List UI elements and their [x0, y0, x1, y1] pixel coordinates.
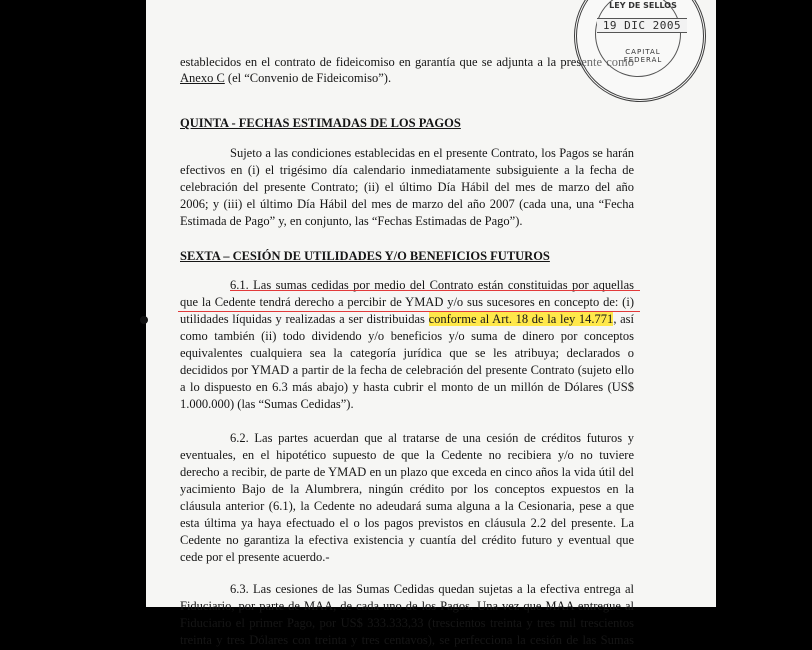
clause-6-2-line: esta última ya haya efectuado el o los pagos previstos en cláusula 2.2 del presente. La	[180, 516, 634, 530]
clause-6-1-line: que la Cedente tendrá derecho a percibir de YMAD y/o sus sucesores en concepto de: (i)	[180, 295, 634, 309]
intro-line-2-rest: (el “Convenio de Fideicomiso”).	[224, 71, 392, 85]
clause-6-2-line: cláusula anterior (6.1), la Cedente no adeudará suma alguna a la Cesionaria, pese a que	[180, 499, 634, 513]
quinta-line: efectivos en (i) el trigésimo día calendario inmediatamente subsiguiente a la fecha de	[180, 163, 634, 177]
clause-6-2-line: cede por el presente acuerdo.-	[180, 550, 330, 564]
quinta-line: Estimada de Pago” y, en conjunto, las “Fechas Estimadas de Pago”).	[180, 214, 523, 228]
quinta-line: 2006; y (iii) el último Día Hábil del mes de marzo del año 2007 (cada una, una “Fecha	[180, 197, 634, 211]
clause-6-1-line: como también (ii) todo dividendo y/o beneficios y/o suma de dinero por conceptos	[180, 329, 634, 343]
clause-6-3-line: 6.3. Las cesiones de las Sumas Cedidas quedan sujetas a la efectiva entrega al	[230, 582, 634, 596]
quinta-line: Sujeto a las condiciones establecidas en el presente Contrato, los Pagos se harán	[230, 146, 634, 160]
stamp-top-text: LEY DE SELLOS	[609, 1, 677, 10]
clause-6-2-line: derecho a recibir, de parte de YMAD en un plazo que exceda en cinco años la vida útil del	[180, 465, 634, 479]
intro-line-1: establecidos en el contrato de fideicomiso en garantía que se adjunta a la presente como	[180, 55, 634, 69]
clause-6-2-line: 6.2. Las partes acuerdan que al tratarse de una cesión de créditos futuros y	[230, 431, 634, 445]
section-heading-quinta: QUINTA - FECHAS ESTIMADAS DE LOS PAGOS	[180, 116, 461, 130]
clause-6-1-line: a lo dispuesto en 6.3 más abajo) y hasta cubrir el monto de un millón de Dólares (US$	[180, 380, 634, 394]
clause-6-1-line: 6.1. Las sumas cedidas por medio del Contrato están constituidas por aquellas	[230, 278, 634, 292]
clause-6-3-line: treinta y tres Dólares con treinta y tres centavos), se perfecciona la cesión de las Sumas	[180, 633, 634, 647]
clause-6-3-line: Fiduciario, por parte de MAA, de cada uno de los Pagos. Una vez que MAA entregue al	[180, 599, 634, 613]
quinta-line: celebración del presente Contrato; (ii) el último Día Hábil del mes de marzo del año	[180, 180, 634, 194]
margin-mark	[140, 316, 148, 324]
clause-6-3-line: Fiduciario el primer Pago, por US$ 333.333,33 (trescientos treinta y tres mil trescientos	[180, 616, 634, 630]
stamp-date: 19 DIC 2005	[597, 18, 687, 33]
red-underline	[230, 290, 640, 291]
stamp-bottom-text: CAPITAL FEDERAL	[623, 48, 663, 64]
intro-line-2	[180, 68, 634, 88]
clause-6-2-line: Cedente no garantiza la efectiva existencia y cuantía del crédito futuro y eventual que	[180, 533, 634, 547]
stamp-inner-ring	[595, 0, 681, 77]
document-page	[146, 0, 716, 647]
clause-6-1-text: , así	[613, 312, 634, 326]
clause-6-1-line: equivalentes cualquiera sea la categoría jurídica que se les atribuya; declarados o	[180, 346, 634, 360]
clause-6-1-text: utilidades líquidas y realizadas a ser distribuidas	[180, 312, 429, 326]
highlighted-text: conforme al Art. 18 de la ley 14.771	[428, 312, 614, 326]
clause-6-2-line: yacimiento Bajo de la Alumbrera, ningún crédito por los conceptos expuestos en la	[180, 482, 634, 496]
annex-link: Anexo C	[180, 71, 225, 85]
section-heading-sexta: SEXTA – CESIÓN DE UTILIDADES Y/O BENEFICIOS FUTUROS	[180, 249, 550, 263]
clause-6-1-line: 1.000.000) (las “Sumas Cedidas”).	[180, 397, 354, 411]
clause-6-2-line: eventuales, en el hipotético supuesto de que la Cedente no recibiera y/o no tuviere	[180, 448, 634, 462]
clause-6-1-line: decididos por YMAD a partir de la fecha de celebración del presente Contrato (sujeto ello	[180, 363, 634, 377]
